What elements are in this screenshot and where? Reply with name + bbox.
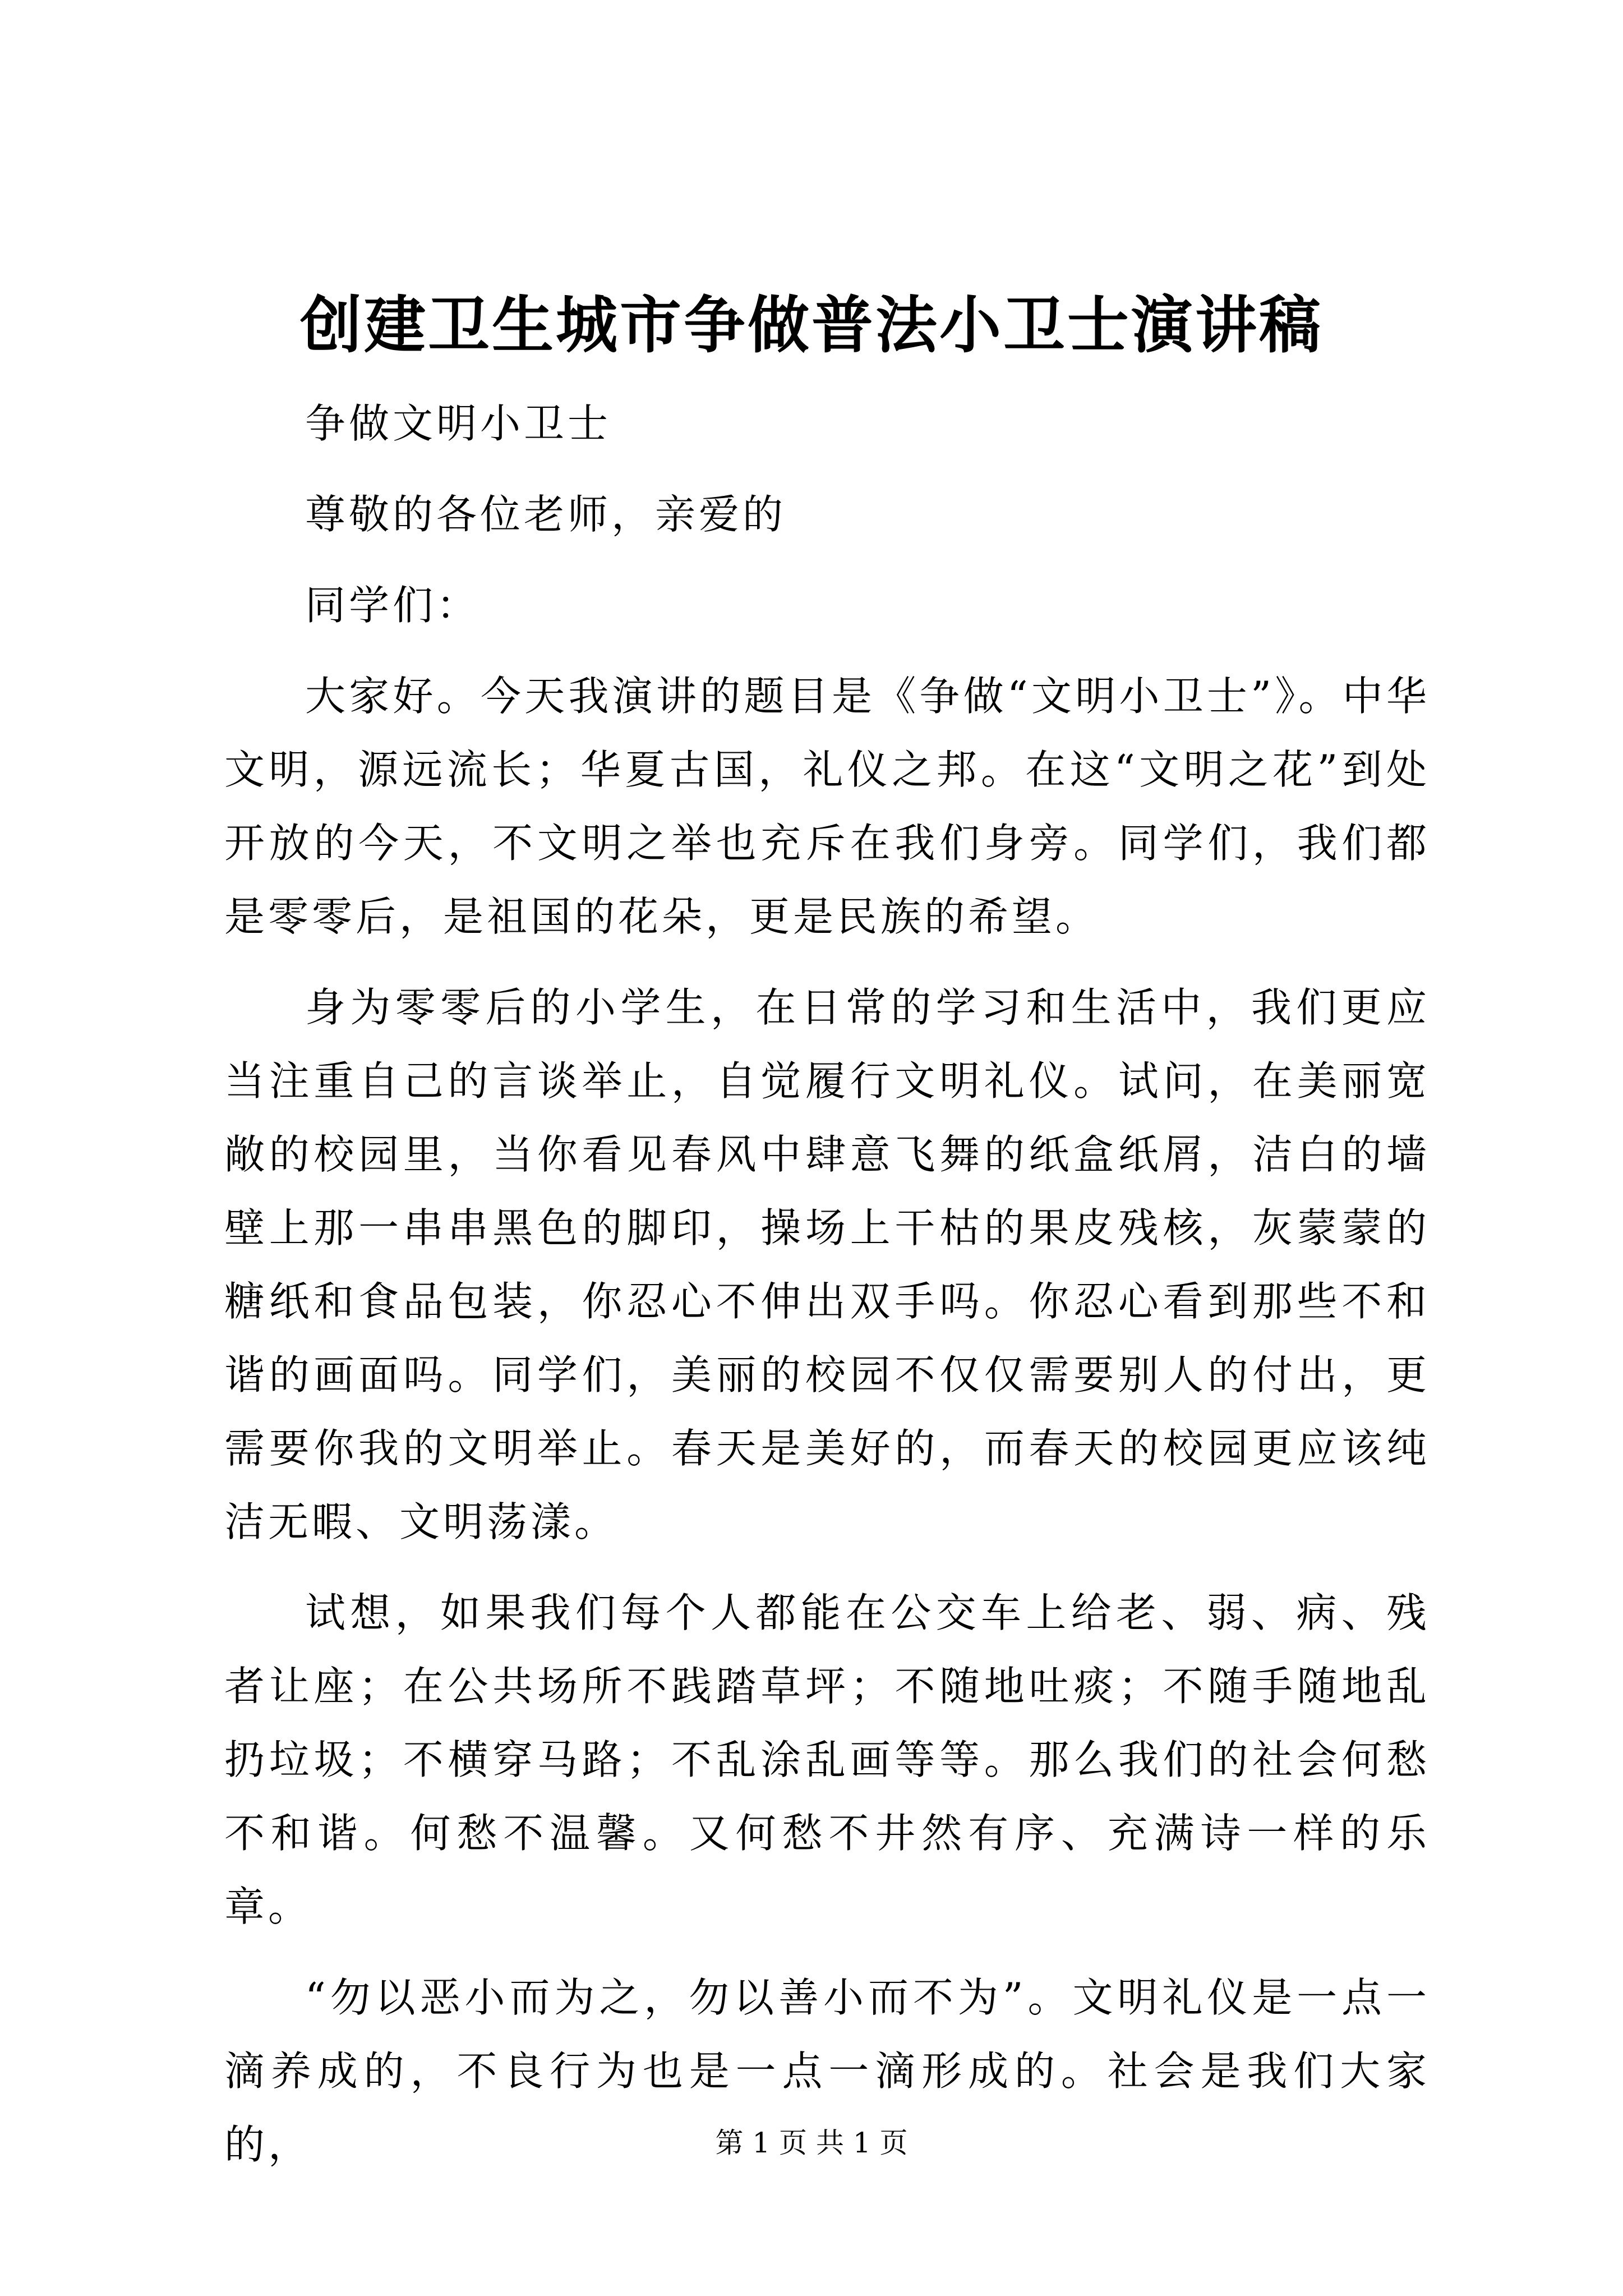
paragraph-1: 大家好。今天我演讲的题目是《争做“文明小卫士”》。中华文明，源远流长；华夏古国，礼仪之邦。在这“文明之花”到处开放的今天，不文明之举也充斥在我们身旁。同学们，我们都是零零后，是祖国的花朵，更是民族的希望。: [224, 673, 1430, 940]
paragraph-2: 身为零零后的小学生，在日常的学习和生活中，我们更应当注重自己的言谈举止，自觉履行文明礼仪。试问，在美丽宽敞的校园里，当你看见春风中肆意飞舞的纸盒纸屑，洁白的墙壁上那一串串黑色的脚印，操场上干枯的果皮残核，灰蒙蒙的糖纸和食品包装，你忍心不伸出双手吗。你忍心看到那些不和谐的画面吗。同学们，美丽的校园不仅仅需要别人的付出，更需要你我的文明举止。春天是美好的，而春天的校园更应该纯洁无暇、文明荡漾。: [224, 984, 1430, 1545]
paragraph-4: “勿以恶小而为之，勿以善小而不为”。文明礼仪是一点一滴养成的，不良行为也是一点一滴形成的。社会是我们大家的，: [224, 1974, 1430, 2168]
page-footer: 第 1 页 共 1 页: [715, 2127, 908, 2159]
salutation-line-2: 同学们：: [305, 582, 481, 629]
salutation-line-1: 尊敬的各位老师，亲爱的: [305, 491, 787, 538]
document-subtitle: 争做文明小卫士: [305, 400, 612, 447]
document-body: [224, 387, 1430, 2199]
paragraph-3: 试想，如果我们每个人都能在公交车上给老、弱、病、残者让座；在公共场所不践踏草坪；不随地吐痰；不随手随地乱扔垃圾；不横穿马路；不乱涂乱画等等。那么我们的社会何愁不和谐。何愁不温馨。又何愁不井然有序、充满诗一样的乐章。: [224, 1589, 1430, 1930]
document-title: 创建卫生城市争做普法小卫士演讲稿: [300, 289, 1323, 361]
